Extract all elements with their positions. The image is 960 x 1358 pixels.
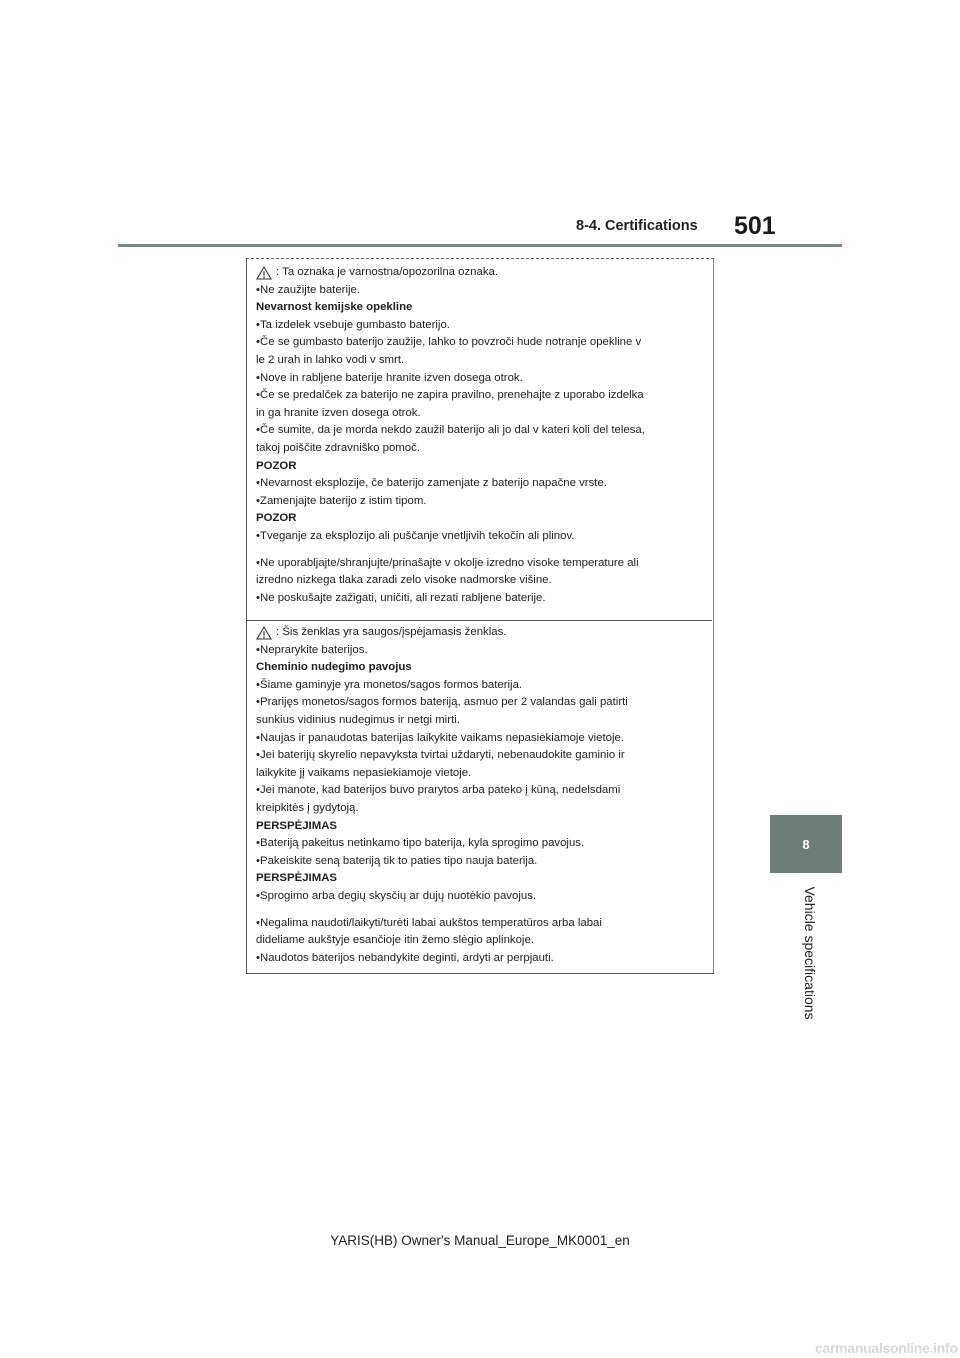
label-line: •Pakeiskite seną bateriją tik to paties tipo nauja baterija. (256, 854, 538, 867)
label-line: •Če se gumbasto baterijo zaužije, lahko to povzroči hude notranje opekline v (256, 336, 642, 349)
label-heading: Nevarnost kemijske opekline (256, 301, 413, 314)
header-rule (118, 244, 842, 247)
label-heading: PERSPĖJIMAS (256, 819, 338, 832)
chapter-tab[interactable] (770, 815, 842, 873)
label-line: •Neprarykite baterijos. (256, 643, 368, 656)
label-line: •Šiame gaminyje yra monetos/sagos formos baterija. (256, 678, 523, 691)
label-heading: Cheminio nudegimo pavojus (256, 661, 412, 674)
label-line: in ga hranite izven dosega otrok. (256, 406, 421, 419)
footer-manual-name: YARIS(HB) Owner's Manual_Europe_MK0001_en (330, 1233, 630, 1248)
section-title: 8-4. Certifications (576, 218, 698, 234)
label-line: •Naudotos baterijos nebandykite deginti, ardyti ar perpjauti. (256, 951, 554, 964)
label-line: dideliame aukštyje esančioje itin žemo slėgio aplinkoje. (256, 934, 534, 947)
label-line: kreipkitės į gydytoją. (256, 801, 359, 814)
label-line: •Bateriją pakeitus netinkamo tipo baterija, kyla sprogimo pavojus. (256, 837, 585, 850)
chapter-number: 8 (802, 836, 810, 852)
watermark-logo (815, 1337, 960, 1358)
label-line: •Zamenjajte baterijo z istim tipom. (256, 494, 427, 507)
label-line: •Negalima naudoti/laikyti/turėti labai aukštos temperatūros arba labai (256, 916, 602, 929)
svg-text:carmanualsonline.info: carmanualsonline.info (815, 1340, 958, 1356)
label-line: sunkius vidinius nudegimus ir netgi mirti. (256, 713, 460, 726)
label-line: •Nove in rabljene baterije hranite izven dosega otrok. (256, 371, 523, 384)
warning-text: : Ta oznaka je varnostna/opozorilna oznaka. (276, 266, 499, 278)
battery-label-lithuanian (256, 624, 706, 967)
label-line: •Če sumite, da je morda nekdo zaužil baterijo ali jo dal v kateri koli del telesa, (256, 424, 645, 437)
warning-triangle-icon (256, 266, 272, 280)
label-line: izredno nizkega tlaka zaradi zelo visoke nadmorske višine. (256, 574, 552, 587)
label-line: •Sprogimo arba degių skysčių ar dujų nuotėkio pavojus. (256, 889, 537, 902)
page-number: 501 (734, 212, 776, 240)
label-line: laikykite jį vaikams nepasiekiamoje vietoje. (256, 766, 472, 779)
label-line: •Ne poskušajte zažigati, uničiti, ali rezati rabljene baterije. (256, 591, 546, 604)
warning-text: : Šis ženklas yra saugos/įspėjamasis ženklas. (276, 626, 507, 638)
label-line: •Prarijęs monetos/sagos formos bateriją, asmuo per 2 valandas gali patirti (256, 696, 628, 709)
label-line: •Naujas ir panaudotas baterijas laikykite vaikams nepasiekiamoje vietoje. (256, 731, 625, 744)
warning-line (256, 264, 706, 282)
label-line: le 2 urah in lahko vodi v smrt. (256, 353, 405, 366)
battery-label-slovenian (256, 264, 706, 607)
label-line: •Tveganje za eksplozijo ali puščanje vnetljivih tekočin ali plinov. (256, 529, 575, 542)
label-line: •Jei manote, kad baterijos buvo prarytos arba pateko į kūną, nedelsdami (256, 784, 621, 797)
chapter-title: Vehicle specifications (802, 886, 818, 1020)
warning-triangle-icon (256, 626, 272, 640)
label-line: takoj poiščite zdravniško pomoč. (256, 441, 420, 454)
label-heading: POZOR (256, 512, 297, 525)
label-heading: PERSPĖJIMAS (256, 872, 338, 885)
label-heading: POZOR (256, 459, 297, 472)
label-line: •Jei baterijų skyrelio nepavyksta tvirtai uždaryti, nebenaudokite gaminio ir (256, 749, 625, 762)
label-line: •Nevarnost eksplozije, če baterijo zamenjate z baterijo napačne vrste. (256, 477, 607, 490)
label-divider (246, 620, 712, 621)
warning-line (256, 624, 706, 642)
label-line: •Ne uporabljajte/shranjujte/prinašajte v okolje izredno visoke temperature ali (256, 556, 639, 569)
label-line: •Ta izdelek vsebuje gumbasto baterijo. (256, 318, 450, 331)
label-line: •Ne zaužijte baterije. (256, 283, 361, 296)
label-line: •Če se predalček za baterijo ne zapira pravilno, prenehajte z uporabo izdelka (256, 389, 644, 402)
